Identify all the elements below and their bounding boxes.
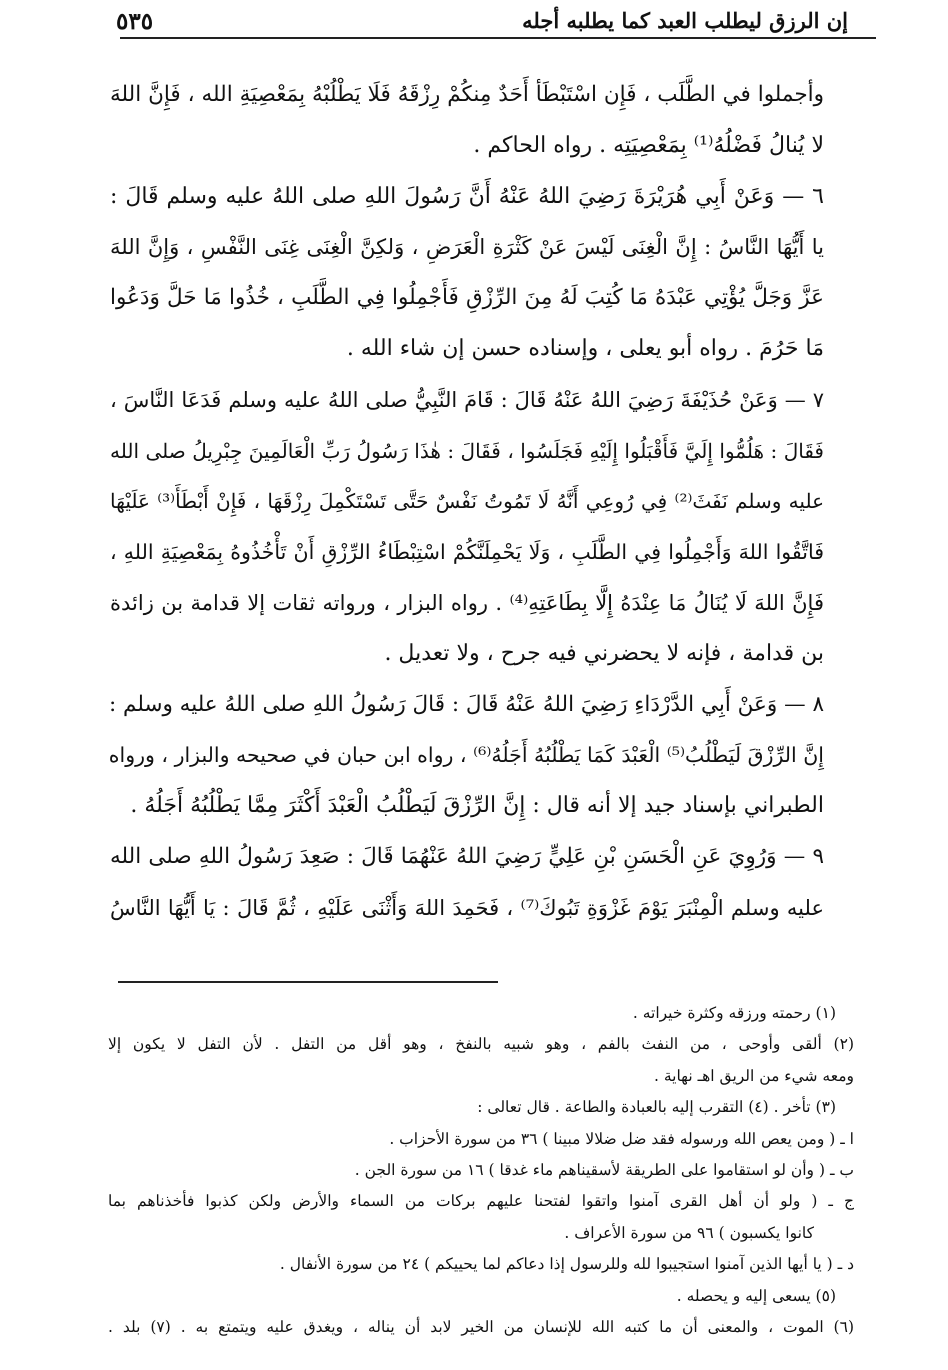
- footnote: د ـ ( يا أيها الذين آمنوا استجيبوا لله وللرسول إذا دعاكم لما يحييكم ) ٢٤ من سورة الأنفال .: [279, 1255, 854, 1274]
- text-line: عَزَّ وَجَلَّ يُؤْتِي عَبْدَهُ مَا كُتِبَ لَهُ مِنَ الرِّزْقِ فَأَجْمِلُوا فِي الطَّلَبِ ، خُذُوا مَا حَلَّ وَدَعُوا: [110, 285, 824, 311]
- footnote: (٣) تأخر . (٤) التقرب إليه بالعبادة والطاعة . قال تعالى :: [477, 1098, 836, 1117]
- header-rule: [120, 37, 876, 39]
- text-line: عليه وسلم الْمِنْبَرَ يَوْمَ غَزْوَةِ تَبُوكَ⁽⁷⁾ ، فَحَمِدَ اللهَ وَأَثْنَى عَلَيْهِ ، ثُمَّ قَالَ : يَا أَيُّهَا النَّاسُ: [110, 895, 824, 920]
- text-line: فَقَالَ : هَلُمُّوا إِلَيَّ فَأَقْبَلُوا إِلَيْهِ فَجَلَسُوا ، فَقَالَ : هٰذَا رَسُولُ رَبِّ الْعَالَمِينَ جِبْرِيلُ صلى الله: [110, 438, 824, 463]
- hadith-7-line: ٧ — وَعَنْ حُذَيْفَةَ رَضِيَ اللهُ عَنْهُ قَالَ : قَامَ النَّبِيُّ صلى اللهُ عليه وسلم فَدَعَا النَّاسَ ،: [110, 387, 824, 412]
- footnote: ج ـ ( ولو أن أهل القرى آمنوا واتقوا لفتحنا عليهم بركات من السماء والأرض ولكن كذبوا فأخذناهم بما: [108, 1192, 854, 1211]
- main-text: [110, 70, 824, 934]
- page-header: [116, 8, 848, 34]
- hadith-6-line: ٦ — وَعَنْ أَبِي هُرَيْرَةَ رَضِيَ اللهُ عَنْهُ أَنَّ رَسُولَ اللهِ صلى اللهُ عليه وسلم قَالَ :: [110, 183, 824, 209]
- text-line: وأجملوا في الطَّلَب ، فَإِن اسْتَبْطَأ أَحَدٌ مِنكُمْ رِزْقَهُ فَلَا يَطْلُبْهُ بِمَعْصِيَةِ الله ، فَإِنَّ اللهَ: [110, 82, 824, 107]
- footnote: (١) رحمته ورزقه وكثرة خيراته .: [632, 1004, 836, 1022]
- text-line: يا أَيُّهَا النَّاسُ : إِنَّ الْغِنَى لَيْسَ عَنْ كَثْرَةِ الْعَرَضِ ، وَلكِنَّ الْغِنَى غِنَى النَّفْسِ ، وَإِنَّ اللهَ: [110, 235, 824, 260]
- footnote: (٢) ألقى وأوحى ، من النفث بالفم ، وهو شبيه بالنفخ ، وهو أقل من التفل . لأن التفل لا يكون إلا: [108, 1035, 854, 1054]
- footnotes: [108, 998, 854, 1343]
- text-line: فَاتَّقُوا اللهَ وَأَجْمِلُوا فِي الطَّلَبِ ، وَلَا يَحْمِلَنَّكُمْ اسْتِبْطَاءُ الرِّزْقِ أَنْ تَأْخُذُوهُ بِمَعْصِيَةِ اللهِ ،: [110, 540, 824, 565]
- text-line: فَإِنَّ اللهَ لَا يُنَالُ مَا عِنْدَهُ إِلَّا بِطَاعَتِهِ⁽⁴⁾ . رواه البزار ، ورواته ثقات إلا قدامة بن زائدة: [110, 590, 824, 615]
- footnote: ومعه شيء من الريق اهـ نهاية .: [653, 1066, 854, 1085]
- text-line: مَا حَرُمَ . رواه أبو يعلى ، وإسناده حسن إن شاء الله .: [346, 335, 824, 361]
- footnote: (٥) يسعى إليه و يحصله .: [676, 1286, 836, 1305]
- text-line: الطبراني بإسناد جيد إلا أنه قال : إِنَّ الرِّزْقَ لَيَطْلُبُ الْعَبْدَ أَكْثَرَ مِمَّا يَطْلُبُهُ أَجَلُهُ .: [130, 793, 824, 819]
- footnote: ا ـ ( ومن يعص الله ورسوله فقد ضل ضلالا مبينا ) ٣٦ من سورة الأحزاب .: [389, 1129, 854, 1148]
- footnote: كانوا يكسبون ) ٩٦ من سورة الأعراف .: [564, 1223, 814, 1242]
- text-line: بن قدامة ، فإنه لا يحضرني فيه جرح ، ولا تعديل .: [384, 640, 824, 666]
- text-line: عليه وسلم نَفَثَ⁽²⁾ فِي رُوعِي أَنَّهُ لَا تَمُوتُ نَفْسٌ حَتَّى تَسْتَكْمِلَ رِزْقَهَا ، فَإِنْ أَبْطَأَ⁽³⁾ عَلَيْهَا: [110, 489, 824, 514]
- hadith-9-line: ٩ — وَرُوِيَ عَنِ الْحَسَنِ بْنِ عَلِيٍّ رَضِيَ اللهُ عَنْهُمَا قَالَ : صَعِدَ رَسُولُ اللهِ صلى الله: [110, 843, 824, 869]
- hadith-8-line: ٨ — وَعَنْ أَبِي الدَّرْدَاءِ رَضِيَ اللهُ عَنْهُ قَالَ : قَالَ رَسُولُ اللهِ صلى اللهُ عليه وسلم :: [108, 691, 824, 717]
- text-line: لا يُنالُ فَضْلُهُ⁽¹⁾ بِمَعْصِيَتِه . رواه الحاكم .: [473, 132, 824, 158]
- text-line: إِنَّ الرِّزْقَ لَيَطْلُبُ⁽⁵⁾ الْعَبْدَ كَمَا يَطْلُبُهُ أَجَلُهُ⁽⁶⁾ ، رواه ابن حبان في صحيحه والبزار ، ورواه: [108, 743, 824, 768]
- page-number: ٥٣٥: [116, 8, 154, 35]
- footnote: ب ـ ( وأن لو استقاموا على الطريقة لأسقيناهم ماء غدقا ) ١٦ من سورة الجن .: [354, 1160, 854, 1179]
- footnote-separator: [118, 981, 498, 983]
- running-title: إن الرزق ليطلب العبد كما يطلبه أجله: [522, 8, 848, 33]
- footnote: (٦) الموت ، والمعنى أن ما كتبه الله للإنسان من الخير لابد أن يناله ، ويغدق عليه ويتمتع به . (٧) بلد .: [108, 1317, 854, 1336]
